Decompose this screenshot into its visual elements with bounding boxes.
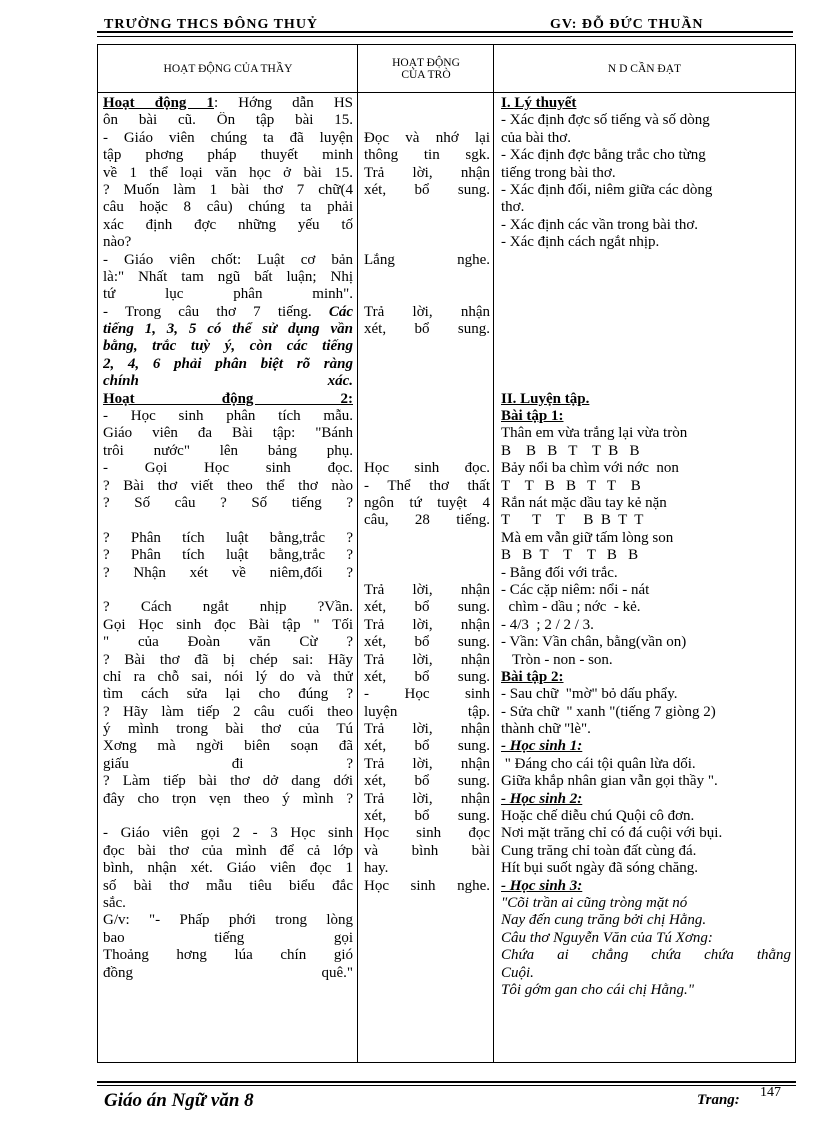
- col2-line: [364, 756, 490, 773]
- col2-text: ngôn tứ tuyệt 4: [364, 494, 490, 511]
- col2-line: [364, 321, 490, 338]
- col2-line: [364, 878, 490, 895]
- col3-line: [501, 286, 791, 303]
- content-goals: [501, 95, 791, 999]
- col1-text: giấu đi ?: [103, 755, 353, 772]
- col3-line: [501, 652, 791, 669]
- col3-text: - Sửa chữ " xanh "(tiếng 7 giòng 2): [501, 703, 716, 720]
- col3-text: - Sau chữ "mờ" bỏ dấu phẩy.: [501, 686, 678, 703]
- col3-line: [501, 391, 791, 408]
- col2-text: Học sinh đọc: [364, 825, 490, 842]
- col1-text: - Giáo viên chốt: Luật cơ bản: [103, 251, 353, 268]
- col3-text: T T T B B T T: [501, 512, 644, 529]
- col1-line: [103, 530, 353, 547]
- col1-line: [103, 547, 353, 564]
- col3-text: - Học sinh 3:: [501, 877, 583, 894]
- col3-text: của bài thơ.: [501, 129, 571, 146]
- col3-line: [501, 443, 791, 460]
- header-teacher-activity: HOẠT ĐỘNG CỦA THẦY: [163, 62, 293, 75]
- col2-line: [364, 199, 490, 216]
- col1-line: [103, 199, 353, 216]
- col2-text: xét, bổ sung.: [364, 668, 490, 685]
- col2-line: [364, 565, 490, 582]
- col3-line: [501, 947, 791, 964]
- col2-line: [364, 686, 490, 703]
- col2-line: [364, 843, 490, 860]
- col2-line: [364, 669, 490, 686]
- col2-line: [364, 234, 490, 251]
- col2-text: Học sinh nghe.: [364, 877, 490, 894]
- col1-text: xác định đợc những yếu tố: [103, 216, 353, 233]
- table-header-row: [98, 45, 795, 93]
- col3-text: Bảy nổi ba chìm với nớc non: [501, 460, 679, 477]
- col2-line: [364, 825, 490, 842]
- col3-line: [501, 338, 791, 355]
- col3-text: chìm - dầu ; nớc - kẻ.: [501, 599, 641, 616]
- col2-text: Trả lời, nhận: [364, 651, 490, 668]
- col1-line: [103, 391, 353, 408]
- col2-text: Trả lời, nhận: [364, 164, 490, 181]
- col2-text: Trả lời, nhận: [364, 616, 490, 633]
- col3-text: thành chữ "lè".: [501, 721, 591, 738]
- col3-text: thơ.: [501, 199, 525, 216]
- col2-line: [364, 130, 490, 147]
- col3-text: - Vần: Vần chân, bằng(vần on): [501, 634, 687, 651]
- col2-text: xét, bổ sung.: [364, 181, 490, 198]
- col3-text: - Bằng đối với trắc.: [501, 564, 618, 581]
- header-student-activity-text: HOẠT ĐỘNG CỦA TRÒ: [392, 56, 460, 81]
- col3-text: Nay đến cung trăng bởi chị Hằng.: [501, 912, 707, 929]
- col2-line: [364, 286, 490, 303]
- col1-text: ? Bài thơ đã bị chép sai: Hãy: [103, 651, 353, 668]
- col3-line: [501, 304, 791, 321]
- col1-line: [103, 286, 353, 303]
- col1-line: [103, 182, 353, 199]
- col2-line: [364, 738, 490, 755]
- col1-text: đọc bài thơ của mình để cả lớp: [103, 842, 353, 859]
- col1-text: " của Đoàn văn Cừ ?: [103, 634, 353, 651]
- col3-line: [501, 930, 791, 947]
- col2-line: [364, 773, 490, 790]
- col2-line: [364, 530, 490, 547]
- col2-text: xét, bổ sung.: [364, 808, 490, 825]
- col2-line: [364, 304, 490, 321]
- col1-text: là:" Nhất tam ngũ bất luận; Nhị: [103, 268, 353, 285]
- col1-text: ? Bài thơ viết theo thể thơ nào: [103, 477, 353, 494]
- col3-line: [501, 130, 791, 147]
- col3-text: - Xác định đợc số tiếng và số dòng: [501, 112, 710, 129]
- col2-text: Trả lời, nhận: [364, 790, 490, 807]
- col1-line: [103, 669, 353, 686]
- col2-text: Trả lời, nhận: [364, 721, 490, 738]
- footer-rule: [97, 1081, 796, 1083]
- col2-line: [364, 478, 490, 495]
- teacher-activities: [103, 95, 353, 982]
- col1-text: tiếng 1, 3, 5 có thể sử dụng vần: [103, 321, 353, 338]
- col1-text: chỉ ra chỗ sai, nói lý do và thử: [103, 668, 353, 685]
- col3-text: Bài tập 1:: [501, 408, 564, 425]
- col1-text: ? Làm tiếp bài thơ dở dang dới: [103, 773, 353, 790]
- col1-line: [103, 443, 353, 460]
- col1-text: ? Hãy làm tiếp 2 câu cuối theo: [103, 703, 353, 720]
- col3-line: [501, 478, 791, 495]
- col1-line: [103, 478, 353, 495]
- col2-line: [364, 599, 490, 616]
- col1-line: [103, 217, 353, 234]
- col1-line: [103, 425, 353, 442]
- col2-line: [364, 408, 490, 425]
- col1-line: [103, 808, 353, 825]
- col1-text: đồng quê.": [103, 964, 353, 981]
- col1-text: - Giáo viên gọi 2 - 3 Học sinh: [103, 825, 353, 842]
- col3-line: [501, 686, 791, 703]
- col3-text: Cung trăng chỉ toàn đất cùng đá.: [501, 842, 697, 859]
- col1-text: ôn bài cũ. Ôn tập bài 15.: [103, 112, 353, 129]
- col3-line: [501, 756, 791, 773]
- col1-line: [103, 791, 353, 808]
- col1-text: ý mình trong bài thơ của Tú: [103, 721, 353, 738]
- col2-line: [364, 617, 490, 634]
- col1-line: [103, 738, 353, 755]
- col1-line: [103, 112, 353, 129]
- col3-line: [501, 738, 791, 755]
- col3-line: [501, 530, 791, 547]
- col2-line: [364, 704, 490, 721]
- col3-line: [501, 704, 791, 721]
- student-activities: [364, 95, 490, 895]
- col3-line: [501, 773, 791, 790]
- col1-line: [103, 408, 353, 425]
- col3-line: [501, 356, 791, 373]
- col1-line: [103, 912, 353, 929]
- col1-text: - Học sinh phân tích mẫu.: [103, 408, 353, 425]
- col1-text: - Trong câu thơ 7 tiếng.: [103, 303, 312, 320]
- col1-text: bình, nhận xét. Giáo viên đọc 1: [103, 860, 353, 877]
- col1-line: [103, 895, 353, 912]
- col1-text: Gọi Học sinh đọc Bài tập " Tối: [103, 616, 353, 633]
- col2-line: [364, 338, 490, 355]
- col1-line: [103, 773, 353, 790]
- col2-line: [364, 652, 490, 669]
- col3-text: Hoặc chế diễu chú Quội cô đơn.: [501, 808, 695, 825]
- col1-line: [103, 582, 353, 599]
- col3-text: Rắn nát mặc dầu tay kẻ nặn: [501, 494, 667, 511]
- col3-line: [501, 565, 791, 582]
- col1-text: Thoảng hơng lúa chín gió: [103, 947, 353, 964]
- col1-line: [103, 338, 353, 355]
- header-content-goal: N D CẦN ĐẠT: [607, 62, 682, 75]
- col2-text: hay.: [364, 860, 389, 877]
- col2-text: - Học sinh: [364, 686, 490, 703]
- col2-line: [364, 95, 490, 112]
- col1-line: [103, 617, 353, 634]
- col2-text: thông tin sgk.: [364, 147, 490, 164]
- col2-text: Học sinh đọc.: [364, 460, 490, 477]
- col1-line: [103, 947, 353, 964]
- col2-line: [364, 582, 490, 599]
- col3-line: [501, 825, 791, 842]
- col2-line: [364, 495, 490, 512]
- col3-text: II. Luyện tập.: [501, 390, 590, 407]
- col3-text: I. Lý thuyết: [501, 95, 577, 111]
- col1-text: - Gọi Học sinh đọc.: [103, 460, 353, 477]
- col1-line: [103, 495, 353, 512]
- col1-line: [103, 269, 353, 286]
- col2-line: [364, 634, 490, 651]
- col1-text: tứ lục phân minh".: [103, 286, 353, 303]
- col1-text: Hoạt động 1: [103, 95, 214, 111]
- col1-line: [103, 147, 353, 164]
- col3-text: Nơi mặt trăng chỉ có đá cuội với bụi.: [501, 825, 723, 842]
- col3-text: Hít bụi suốt ngày đã sóng chăng.: [501, 860, 699, 877]
- col2-line: [364, 252, 490, 269]
- footer-title: Giáo án Ngữ văn 8: [104, 1090, 254, 1111]
- col2-line: [364, 547, 490, 564]
- col3-line: [501, 373, 791, 390]
- col2-text: Lắng nghe.: [364, 251, 490, 268]
- col3-line: [501, 582, 791, 599]
- col1-line: [103, 825, 353, 842]
- header-school: TRƯỜNG THCS ĐÔNG THUỶ: [104, 17, 319, 28]
- col1-text: ? Số câu ? Số tiếng ?: [103, 494, 353, 511]
- col2-text: và bình bài: [364, 842, 490, 859]
- col3-text: T T B B T T B: [501, 477, 641, 494]
- col2-line: [364, 356, 490, 373]
- col1-line: [103, 878, 353, 895]
- col3-line: [501, 547, 791, 564]
- col3-text: - Xác định đối, niêm giữa các dòng: [501, 181, 713, 198]
- col1-line: [103, 860, 353, 877]
- col3-text: " Đáng cho cái tội quân lừa dối.: [501, 755, 696, 772]
- col1-text: tìm cách sửa lại cho đúng ?: [103, 686, 353, 703]
- col3-line: [501, 234, 791, 251]
- col1-text: Xơng mà ngời biên soạn đã: [103, 738, 353, 755]
- col1-line: [103, 565, 353, 582]
- col3-text: - Học sinh 1:: [501, 738, 583, 755]
- col3-line: [501, 321, 791, 338]
- col2-text: Trả lời, nhận: [364, 755, 490, 772]
- col1-line: [103, 234, 353, 251]
- col3-text: - Xác định cách ngắt nhịp.: [501, 234, 660, 251]
- header-teacher: GV: ĐỖ ĐỨC THUẦN: [550, 17, 704, 28]
- col1-line: [103, 304, 353, 321]
- col3-line: [501, 965, 791, 982]
- col1-line: [103, 356, 353, 373]
- col3-text: Cuội.: [501, 964, 534, 981]
- col3-text: Chứa ai chẳng chứa chứa thằng: [501, 947, 791, 964]
- col1-text: câu hoặc 8 câu) chúng ta phải: [103, 199, 353, 216]
- col2-text: Trả lời, nhận: [364, 581, 490, 598]
- header-rule-thin: [97, 36, 793, 37]
- col2-text: câu, 28 tiếng.: [364, 512, 490, 529]
- col3-text: - Các cặp niêm: nổi - nát: [501, 581, 650, 598]
- col3-text: B B T T T B B: [501, 547, 639, 564]
- col3-line: [501, 495, 791, 512]
- col3-line: [501, 912, 791, 929]
- col1-text: bao tiếng gọi: [103, 929, 353, 946]
- col3-line: [501, 217, 791, 234]
- col1-text: ? Phân tích luật bằng,trắc ?: [103, 547, 353, 564]
- col1-line: [103, 512, 353, 529]
- col2-line: [364, 860, 490, 877]
- col3-line: [501, 808, 791, 825]
- col2-line: [364, 269, 490, 286]
- col2-line: [364, 808, 490, 825]
- col3-line: [501, 843, 791, 860]
- col3-text: Câu thơ Nguyễn Văn của Tú Xơng:: [501, 929, 713, 946]
- lesson-table: [97, 44, 796, 1063]
- col1-text: - Giáo viên chúng ta đã luyện: [103, 129, 353, 146]
- col1-line: [103, 373, 353, 390]
- col3-line: [501, 269, 791, 286]
- col3-line: [501, 199, 791, 216]
- col1-line: [103, 634, 353, 651]
- col2-text: xét, bổ sung.: [364, 738, 490, 755]
- col2-line: [364, 165, 490, 182]
- col1-text: 2, 4, 6 phải phân biệt rõ ràng: [103, 355, 353, 372]
- col3-text: Mà em vẫn giữ tấm lòng son: [501, 529, 674, 546]
- col3-text: Bài tập 2:: [501, 668, 564, 685]
- col2-line: [364, 217, 490, 234]
- col1-text-emphasis: Các: [311, 303, 353, 320]
- col2-line: [364, 391, 490, 408]
- col3-text: - Xác định đợc bằng trắc cho từng: [501, 147, 706, 164]
- col2-text: Đọc và nhớ lại: [364, 129, 490, 146]
- col2-line: [364, 147, 490, 164]
- col3-line: [501, 165, 791, 182]
- col3-line: [501, 460, 791, 477]
- col3-line: [501, 791, 791, 808]
- col3-line: [501, 634, 791, 651]
- col1-text: chính xác.: [103, 373, 353, 390]
- col1-text: G/v: "- Phấp phới trong lòng: [103, 912, 353, 929]
- col1-text: ? Cách ngắt nhịp ?Vần.: [103, 599, 353, 616]
- col1-text: ? Phân tích luật bằng,trắc ?: [103, 529, 353, 546]
- footer-page-number: 147: [760, 1085, 781, 1100]
- col1-text: nào?: [103, 234, 132, 251]
- col1-text: Giáo viên đa Bài tập: "Bánh: [103, 425, 353, 442]
- col3-line: [501, 182, 791, 199]
- col1-line: [103, 721, 353, 738]
- col2-text: xét, bổ sung.: [364, 321, 490, 338]
- col3-line: [501, 599, 791, 616]
- col1-text: sắc.: [103, 894, 126, 911]
- col2-line: [364, 443, 490, 460]
- col2-text: - Thể thơ thất: [364, 477, 490, 494]
- col1-line: [103, 321, 353, 338]
- col1-line: [103, 704, 353, 721]
- col3-line: [501, 425, 791, 442]
- col3-line: [501, 878, 791, 895]
- footer-page-label: Trang:: [697, 1092, 740, 1108]
- col1-line: [103, 165, 353, 182]
- col3-line: [501, 721, 791, 738]
- col2-text: xét, bổ sung.: [364, 773, 490, 790]
- col2-text: xét, bổ sung.: [364, 634, 490, 651]
- col1-text: về 1 thể loại văn học ở bài 15.: [103, 164, 353, 181]
- col2-line: [364, 460, 490, 477]
- col3-text: Tôi gớm gan cho cái chị Hằng.": [501, 981, 695, 998]
- col3-line: [501, 669, 791, 686]
- col3-line: [501, 112, 791, 129]
- col2-line: [364, 373, 490, 390]
- col1-text: tập phơng pháp thuyết minh: [103, 147, 353, 164]
- col3-line: [501, 860, 791, 877]
- col1-line: [103, 460, 353, 477]
- col3-line: [501, 95, 791, 112]
- col1-text-rest: : Hớng dẫn HS: [214, 95, 353, 111]
- col1-line: [103, 652, 353, 669]
- col1-line: [103, 930, 353, 947]
- col2-text: Trả lời, nhận: [364, 303, 490, 320]
- col1-text: ? Muốn làm 1 bài thơ 7 chữ(4: [103, 181, 353, 198]
- col1-line: [103, 95, 353, 112]
- col1-line: [103, 599, 353, 616]
- col3-text: Tròn - non - son.: [501, 651, 613, 668]
- col2-line: [364, 182, 490, 199]
- col2-text: xét, bổ sung.: [364, 599, 490, 616]
- col3-text: Giữa khắp nhân gian vẫn gọi thầy ".: [501, 773, 718, 790]
- col3-text: - Xác định các vần trong bài thơ.: [501, 216, 699, 233]
- footer-rule-thin: [97, 1085, 796, 1086]
- col1-text: bằng, trắc tuỳ ý, còn các tiếng: [103, 338, 353, 355]
- col1-line: [103, 843, 353, 860]
- col3-line: [501, 252, 791, 269]
- col2-line: [364, 112, 490, 129]
- col1-line: [103, 965, 353, 982]
- col3-text: Thân em vừa trắng lại vừa tròn: [501, 425, 688, 442]
- col3-text: B B B T T B B: [501, 442, 640, 459]
- col3-text: tiếng trong bài thơ.: [501, 164, 616, 181]
- col1-line: [103, 756, 353, 773]
- header-rule: [97, 31, 793, 33]
- col3-line: [501, 512, 791, 529]
- col1-text: ? Nhận xét về niêm,đối ?: [103, 564, 353, 581]
- col2-line: [364, 512, 490, 529]
- col3-line: [501, 617, 791, 634]
- col1-text: trôi nước" lên bảng phụ.: [103, 442, 353, 459]
- col3-line: [501, 408, 791, 425]
- col3-text: - 4/3 ; 2 / 2 / 3.: [501, 616, 594, 633]
- col1-text: đây cho trọn vẹn theo ý mình ?: [103, 790, 353, 807]
- col3-text: "Cõi trần ai cũng tròng mặt nó: [501, 894, 688, 911]
- col2-line: [364, 425, 490, 442]
- col2-text: luyện tập.: [364, 703, 490, 720]
- col1-text: Hoạt động 2:: [103, 390, 353, 407]
- col3-text: - Học sinh 2:: [501, 790, 583, 807]
- col1-line: [103, 252, 353, 269]
- col1-line: [103, 130, 353, 147]
- col3-line: [501, 895, 791, 912]
- col1-text: số bài thơ mẫu tiêu biểu đắc: [103, 877, 353, 894]
- header-student-activity: [358, 45, 494, 92]
- col1-line: [103, 686, 353, 703]
- col2-line: [364, 721, 490, 738]
- col2-line: [364, 791, 490, 808]
- col3-line: [501, 147, 791, 164]
- col3-line: [501, 982, 791, 999]
